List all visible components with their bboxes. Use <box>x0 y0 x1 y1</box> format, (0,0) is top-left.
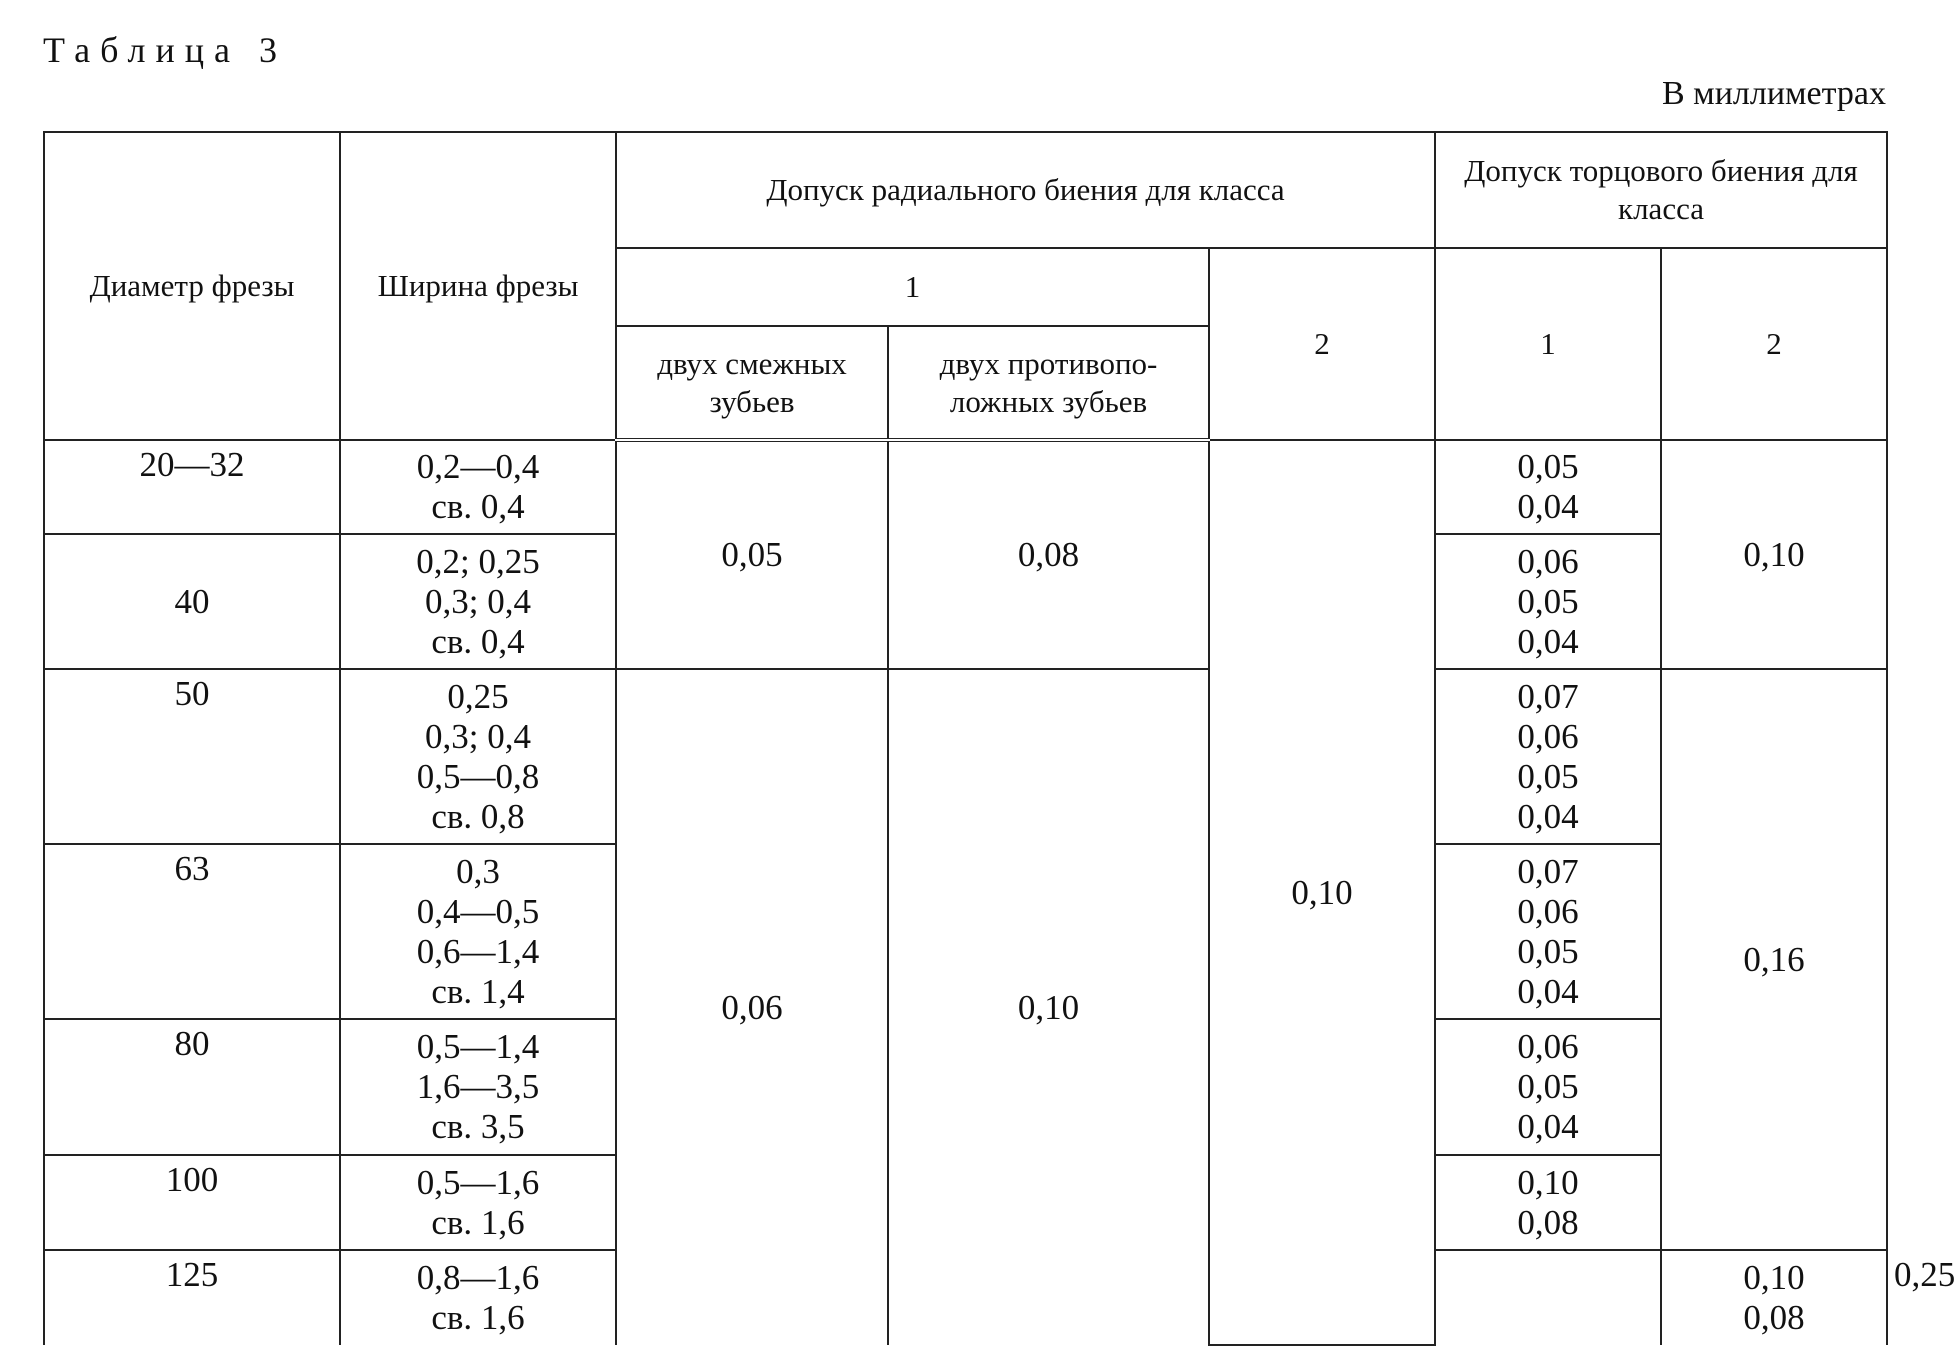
header-face-class-2: 2 <box>1661 248 1887 440</box>
width-line: 0,2; 0,25 <box>416 541 540 581</box>
width-line: 0,3; 0,4 <box>425 716 531 756</box>
width-line: св. 0,4 <box>431 621 525 661</box>
cell-width <box>340 534 616 669</box>
width-line: 0,3 <box>456 851 500 891</box>
face-line: 0,06 <box>1517 541 1579 581</box>
header-opposite-teeth: двух противопо-ложных зубьев <box>888 326 1209 440</box>
header-diameter: Диаметр фрезы <box>44 132 340 440</box>
units-note: В миллиметрах <box>1662 75 1886 112</box>
width-line: 0,8—1,6 <box>416 1258 540 1297</box>
face-line: 0,07 <box>1517 676 1579 716</box>
width-line: св. 1,6 <box>431 1202 525 1242</box>
face-line: 0,10 <box>1517 1162 1579 1202</box>
header-adjacent-teeth: двух смежных зубьев <box>616 326 888 440</box>
width-line: 1,6—3,5 <box>416 1067 540 1106</box>
cell-face-class-1 <box>1435 1155 1661 1250</box>
cell-face-class-1 <box>1661 1250 1887 1345</box>
cell-diameter: 63 <box>44 844 340 1019</box>
cell-face-class-1 <box>1435 1019 1661 1155</box>
cell-opposite-teeth: 0,08 <box>888 440 1209 669</box>
cell-adjacent-teeth: 0,06 <box>616 669 888 1345</box>
width-line: 0,25 <box>447 676 509 716</box>
cell-width <box>340 1155 616 1250</box>
face-line: 0,04 <box>1517 621 1579 661</box>
header-radial-runout: Допуск радиального биения для класса <box>616 132 1435 248</box>
width-line: св. 0,4 <box>431 487 525 526</box>
cell-face-class-1 <box>1435 534 1661 669</box>
table-caption: Таблица 3 <box>43 30 287 70</box>
cell-adjacent-teeth: 0,05 <box>616 440 888 669</box>
header-face-class-1: 1 <box>1435 248 1661 440</box>
header-face-runout: Допуск торцового биения для класса <box>1435 132 1887 248</box>
face-line: 0,05 <box>1517 581 1579 621</box>
cell-face-class-2: 0,10 <box>1661 440 1887 669</box>
cell-face-class-1 <box>1435 440 1661 534</box>
width-line: 0,6—1,4 <box>416 931 540 971</box>
face-line: 0,04 <box>1517 971 1579 1011</box>
tolerance-table: Диаметр фрезы Ширина фрезы Допуск радиального биения для класса Допуск торцового биения для класса 1 2 1 2 двух смежных зубьев двух противопо-ложных зубьев 20—32 0,2—0,4 св. 0,4 0,05 0,08 0,10 0,05 0,04 0,10 40 0,2; 0,25 0,3; 0,4 св. 0,4 0,06 0,05 0,04 50 0,25 0,3; 0,4 0,5—0,8 св. 0,8 0,06 0,10 0,07 0,06 0,05 0,04 0,16 63 0,3 0,4—0,5 0,6—1,4 св. 1,4 0,07 0,06 0,05 0,04 80 0,5—1,4 1,6—3,5 св. 3,5 0,06 0,05 0,04 100 0,5—1,6 св. 1,6 0,10 0,08 125 0,8—1,6 св. 1,6 0,10 0,08 0,25 <box>43 131 1888 1346</box>
cell-diameter: 50 <box>44 669 340 844</box>
width-line: св. 0,8 <box>431 796 525 836</box>
cell-opposite-teeth: 0,10 <box>888 669 1209 1345</box>
cell-width <box>340 1019 616 1155</box>
cell-diameter: 40 <box>44 534 340 669</box>
face-line: 0,08 <box>1743 1298 1805 1337</box>
width-line: 0,3; 0,4 <box>425 581 531 621</box>
cell-diameter: 20—32 <box>44 440 340 534</box>
header-radial-class-1: 1 <box>616 248 1209 326</box>
face-line: 0,04 <box>1517 487 1579 526</box>
cell-width <box>340 844 616 1019</box>
width-line: 0,5—1,6 <box>416 1162 540 1202</box>
cell-radial-class-2: 0,10 <box>1209 440 1435 1345</box>
width-line: 0,2—0,4 <box>416 447 540 486</box>
cell-face-class-1 <box>1435 669 1661 844</box>
width-line: св. 1,4 <box>431 971 525 1011</box>
header-width: Ширина фрезы <box>340 132 616 440</box>
cell-diameter: 80 <box>44 1019 340 1155</box>
face-line: 0,05 <box>1517 1067 1579 1106</box>
cell-radial-class-2-empty <box>1435 1250 1661 1345</box>
header-radial-class-2: 2 <box>1209 248 1435 440</box>
face-line: 0,08 <box>1517 1202 1579 1242</box>
width-line: св. 3,5 <box>431 1107 525 1146</box>
face-line: 0,05 <box>1517 756 1579 796</box>
cell-diameter: 100 <box>44 1155 340 1250</box>
cell-face-class-2: 0,16 <box>1661 669 1887 1250</box>
width-line: св. 1,6 <box>431 1298 525 1337</box>
face-line: 0,06 <box>1517 891 1579 931</box>
face-line: 0,04 <box>1517 1107 1579 1146</box>
face-line: 0,05 <box>1517 931 1579 971</box>
cell-diameter: 125 <box>44 1250 340 1345</box>
face-line: 0,05 <box>1517 447 1579 486</box>
cell-width <box>340 669 616 844</box>
width-line: 0,4—0,5 <box>416 891 540 931</box>
face-line: 0,06 <box>1517 716 1579 756</box>
cell-width <box>340 1250 616 1345</box>
face-line: 0,07 <box>1517 851 1579 891</box>
face-line: 0,04 <box>1517 796 1579 836</box>
cell-width <box>340 440 616 534</box>
width-line: 0,5—1,4 <box>416 1027 540 1066</box>
face-line: 0,06 <box>1517 1027 1579 1066</box>
cell-face-class-1 <box>1435 844 1661 1019</box>
face-line: 0,10 <box>1743 1258 1805 1297</box>
width-line: 0,5—0,8 <box>416 756 540 796</box>
